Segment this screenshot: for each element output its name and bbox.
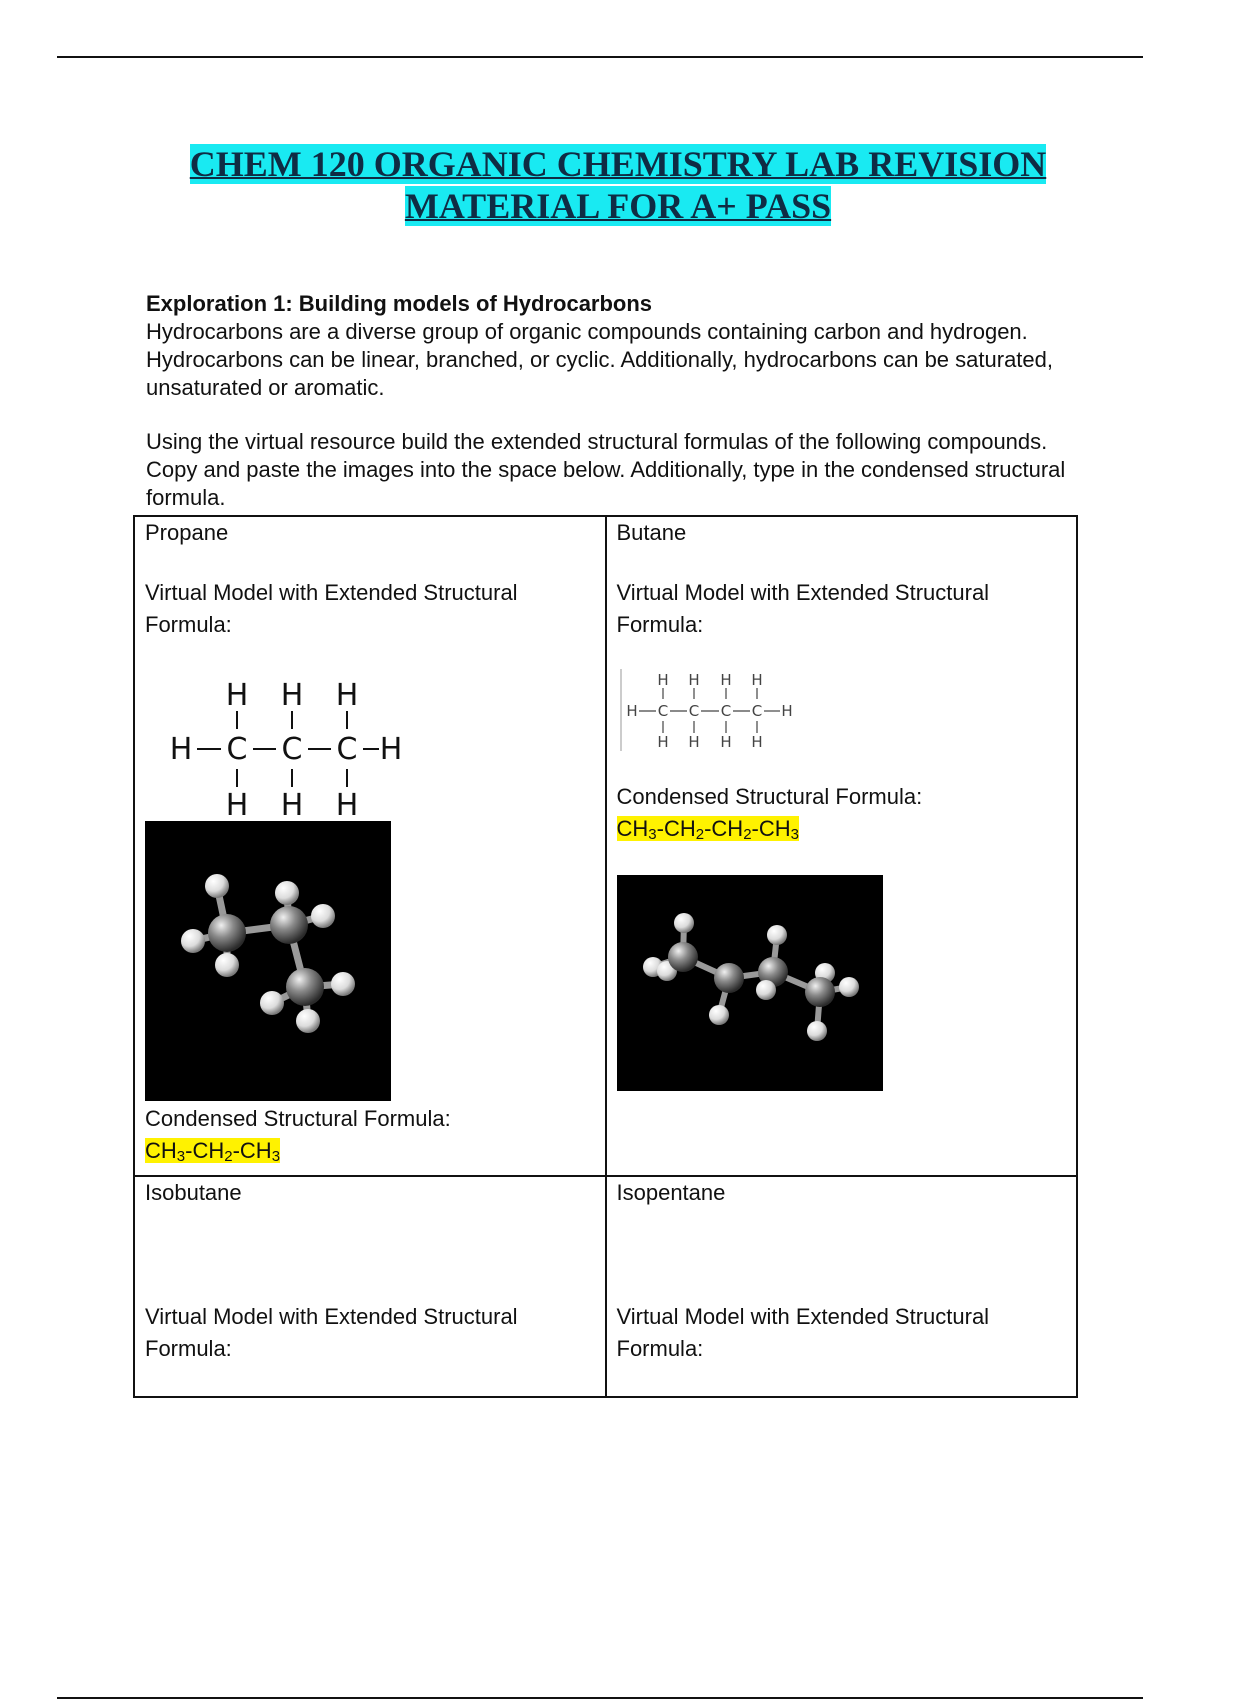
model-label-line2: Formula: xyxy=(145,1336,232,1361)
butane-ball-and-stick-model xyxy=(617,875,883,1091)
c-atom: C xyxy=(720,702,731,720)
c-atom: C xyxy=(226,732,248,767)
h-atom: H xyxy=(335,788,359,823)
h-atom: H xyxy=(225,678,249,713)
c-atom: C xyxy=(688,702,699,720)
butane-cell xyxy=(606,516,1078,1176)
h-atom: H xyxy=(379,732,403,767)
exploration-heading: Exploration 1: Building models of Hydrocarbons xyxy=(146,291,653,316)
model-label-line1: Virtual Model with Extended Structural xyxy=(145,580,518,605)
bottom-rule xyxy=(57,1697,1143,1699)
propane-cell xyxy=(134,516,606,1176)
propane-condensed-formula: $CH_3-CH_2-CH_3$ xyxy=(145,1138,281,1165)
h-atom: H xyxy=(656,671,669,689)
c-atom: C xyxy=(336,732,358,767)
compound-name: Isopentane xyxy=(616,1180,726,1205)
butane-structural-formula xyxy=(619,669,819,751)
h-atom: H xyxy=(687,671,700,689)
model-label-line2: Formula: xyxy=(616,1336,704,1361)
h-atom: H xyxy=(280,788,304,823)
c-atom: C xyxy=(281,732,303,767)
h-atom: H xyxy=(780,702,793,720)
top-rule xyxy=(57,56,1143,58)
h-atom: H xyxy=(280,678,304,713)
title-line-2: MATERIAL FOR A+ PASS xyxy=(404,186,832,226)
intro-section xyxy=(146,290,1086,512)
isopentane-cell xyxy=(606,1176,1078,1397)
h-atom: H xyxy=(719,733,732,751)
propane-structural-formula xyxy=(155,671,403,823)
compound-name: Isobutane xyxy=(145,1180,242,1205)
condensed-label: Condensed Structural Formula: xyxy=(616,784,923,809)
model-label-line1: Virtual Model with Extended Structural xyxy=(616,1304,990,1329)
h-atom: H xyxy=(225,788,249,823)
h-atom: H xyxy=(625,702,638,720)
h-atom: H xyxy=(687,733,700,751)
h-atom: H xyxy=(750,733,763,751)
h-atom: H xyxy=(169,732,193,767)
document-title xyxy=(0,143,1236,227)
c-atom: C xyxy=(751,702,762,720)
condensed-label: Condensed Structural Formula: xyxy=(145,1106,451,1131)
compound-name: Butane xyxy=(616,520,687,545)
h-atom: H xyxy=(656,733,669,751)
isobutane-cell xyxy=(134,1176,606,1397)
h-atom: H xyxy=(335,678,359,713)
c-atom: C xyxy=(657,702,668,720)
model-label-line2: Formula: xyxy=(616,612,704,637)
intro-paragraph: Hydrocarbons are a diverse group of organic compounds containing carbon and hydrogen. Hydrocarbons can be linear, branched, or cyclic. Additionally, hydrocarbons can be saturated, unsaturated or aromatic. xyxy=(146,319,1053,400)
compound-table xyxy=(133,515,1078,1398)
instructions-paragraph: Using the virtual resource build the extended structural formulas of the following compounds. Copy and paste the images into the space below. Additionally, type in the condensed structural formula. xyxy=(146,429,1066,510)
h-atom: H xyxy=(719,671,732,689)
compound-name: Propane xyxy=(145,520,229,545)
title-line-1: CHEM 120 ORGANIC CHEMISTRY LAB REVISION xyxy=(189,144,1047,184)
propane-ball-and-stick-model xyxy=(145,821,391,1101)
butane-condensed-formula: $CH_3-CH_2-CH_2-CH_3$ xyxy=(616,816,799,843)
model-label-line2: Formula: xyxy=(145,612,232,637)
model-label-line1: Virtual Model with Extended Structural xyxy=(616,580,990,605)
model-label-line1: Virtual Model with Extended Structural xyxy=(145,1304,518,1329)
h-atom: H xyxy=(750,671,763,689)
